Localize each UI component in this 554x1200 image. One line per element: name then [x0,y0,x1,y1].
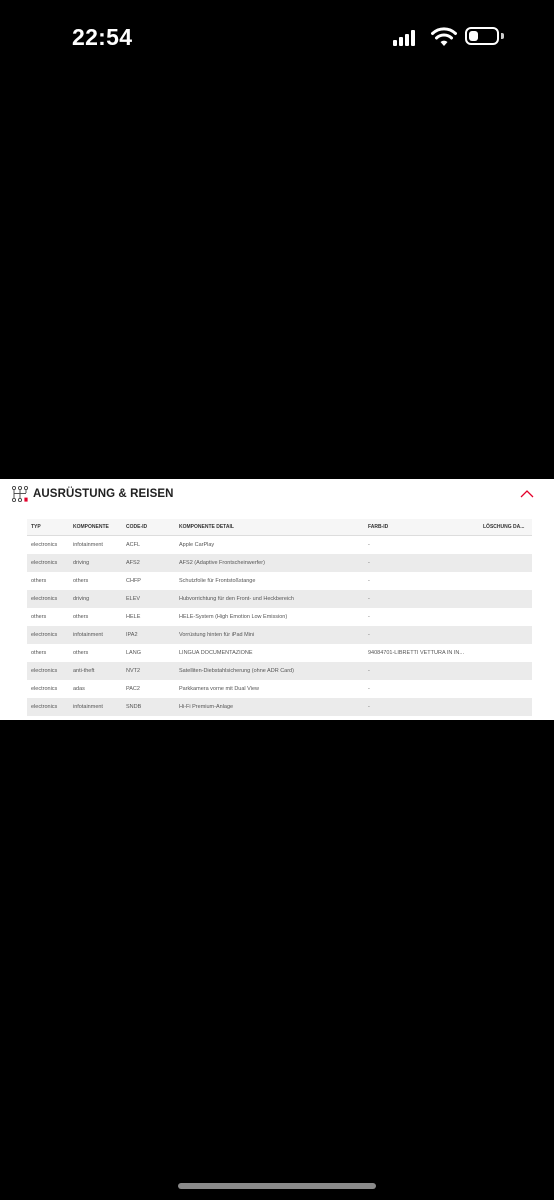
cell-detail: LINGUA DOCUMENTAZIONE [175,644,364,662]
cell-detail: Apple CarPlay [175,536,364,555]
cell-loeschung [479,536,532,555]
section-header[interactable] [0,479,554,511]
column-header-code-id[interactable]: CODE-ID [122,519,175,536]
cell-code-id: HELE [122,608,175,626]
cell-typ: electronics [27,554,69,572]
cell-detail: AFS2 (Adaptive Frontscheinwerfer) [175,554,364,572]
battery-cap [501,33,504,39]
cell-typ: electronics [27,590,69,608]
table-row [27,608,532,626]
cell-farb-id: - [364,590,479,608]
cell-typ: electronics [27,698,69,716]
cell-code-id: PAC2 [122,680,175,698]
cell-code-id: SNDB [122,698,175,716]
table-row [27,698,532,716]
cell-detail: Hubvorrichtung für den Front- und Heckbereich [175,590,364,608]
cell-detail: HELE-System (High Emotion Low Emission) [175,608,364,626]
cell-detail: Parkkamera vorne mit Dual View [175,680,364,698]
cell-farb-id: - [364,572,479,590]
cell-farb-id: - [364,554,479,572]
chevron-up-icon[interactable] [519,488,535,500]
cell-farb-id: - [364,626,479,644]
cell-code-id: CHFP [122,572,175,590]
cell-farb-id: - [364,536,479,555]
table-row [27,680,532,698]
cell-loeschung [479,644,532,662]
status-bar [0,0,554,76]
table-header-row [27,519,532,536]
equipment-card [0,479,554,720]
table-row [27,644,532,662]
cell-typ: others [27,572,69,590]
cell-typ: others [27,608,69,626]
table-row [27,662,532,680]
cell-komponente: infotainment [69,626,122,644]
cell-farb-id: - [364,608,479,626]
status-time: 22:54 [72,24,133,50]
cell-code-id: ACFL [122,536,175,555]
battery-icon [465,27,499,45]
cell-loeschung [479,572,532,590]
cell-komponente: adas [69,680,122,698]
cell-komponente: others [69,572,122,590]
home-indicator[interactable] [178,1183,376,1189]
cell-detail: Vorrüstung hinten für iPad Mini [175,626,364,644]
cell-komponente: others [69,608,122,626]
column-header-komponente[interactable]: KOMPONENTE [69,519,122,536]
cell-detail: Schutzfolie für Frontstoßstange [175,572,364,590]
cell-farb-id: - [364,662,479,680]
cell-komponente: anti-theft [69,662,122,680]
cell-farb-id: - [364,680,479,698]
cell-typ: electronics [27,536,69,555]
cell-loeschung [479,590,532,608]
cell-loeschung [479,608,532,626]
cell-loeschung [479,698,532,716]
cellular-signal-icon [393,30,419,46]
cell-komponente: driving [69,590,122,608]
table-row [27,626,532,644]
cell-loeschung [479,680,532,698]
section-title: AUSRÜSTUNG & REISEN [33,488,174,500]
cell-komponente: others [69,644,122,662]
cell-farb-id: 94084701-LIBRETTI VETTURA IN IN... [364,644,479,662]
table-row [27,554,532,572]
cell-code-id: AFS2 [122,554,175,572]
cell-detail: Satelliten-Diebstahlsicherung (ohne ADR Card) [175,662,364,680]
table-row [27,536,532,555]
column-header-farb-id[interactable]: FARB-ID [364,519,479,536]
cell-code-id: NVT2 [122,662,175,680]
cell-farb-id: - [364,698,479,716]
column-header-typ[interactable]: TYP [27,519,69,536]
cell-komponente: driving [69,554,122,572]
cell-loeschung [479,626,532,644]
equipment-table [27,519,532,716]
wifi-icon [431,27,457,47]
cell-code-id: ELEV [122,590,175,608]
cell-typ: electronics [27,626,69,644]
cell-code-id: IPA2 [122,626,175,644]
equipment-icon [11,485,29,503]
cell-detail: Hi-Fi Premium-Anlage [175,698,364,716]
cell-loeschung [479,662,532,680]
cell-loeschung [479,554,532,572]
cell-komponente: infotainment [69,698,122,716]
column-header-komponente-detail[interactable]: KOMPONENTE DETAIL [175,519,364,536]
table-row [27,590,532,608]
cell-typ: others [27,644,69,662]
table-row [27,572,532,590]
cell-komponente: infotainment [69,536,122,555]
cell-typ: electronics [27,662,69,680]
cell-typ: electronics [27,680,69,698]
cell-code-id: LANG [122,644,175,662]
column-header-loeschung-datum[interactable]: LÖSCHUNG DA... [479,519,532,536]
